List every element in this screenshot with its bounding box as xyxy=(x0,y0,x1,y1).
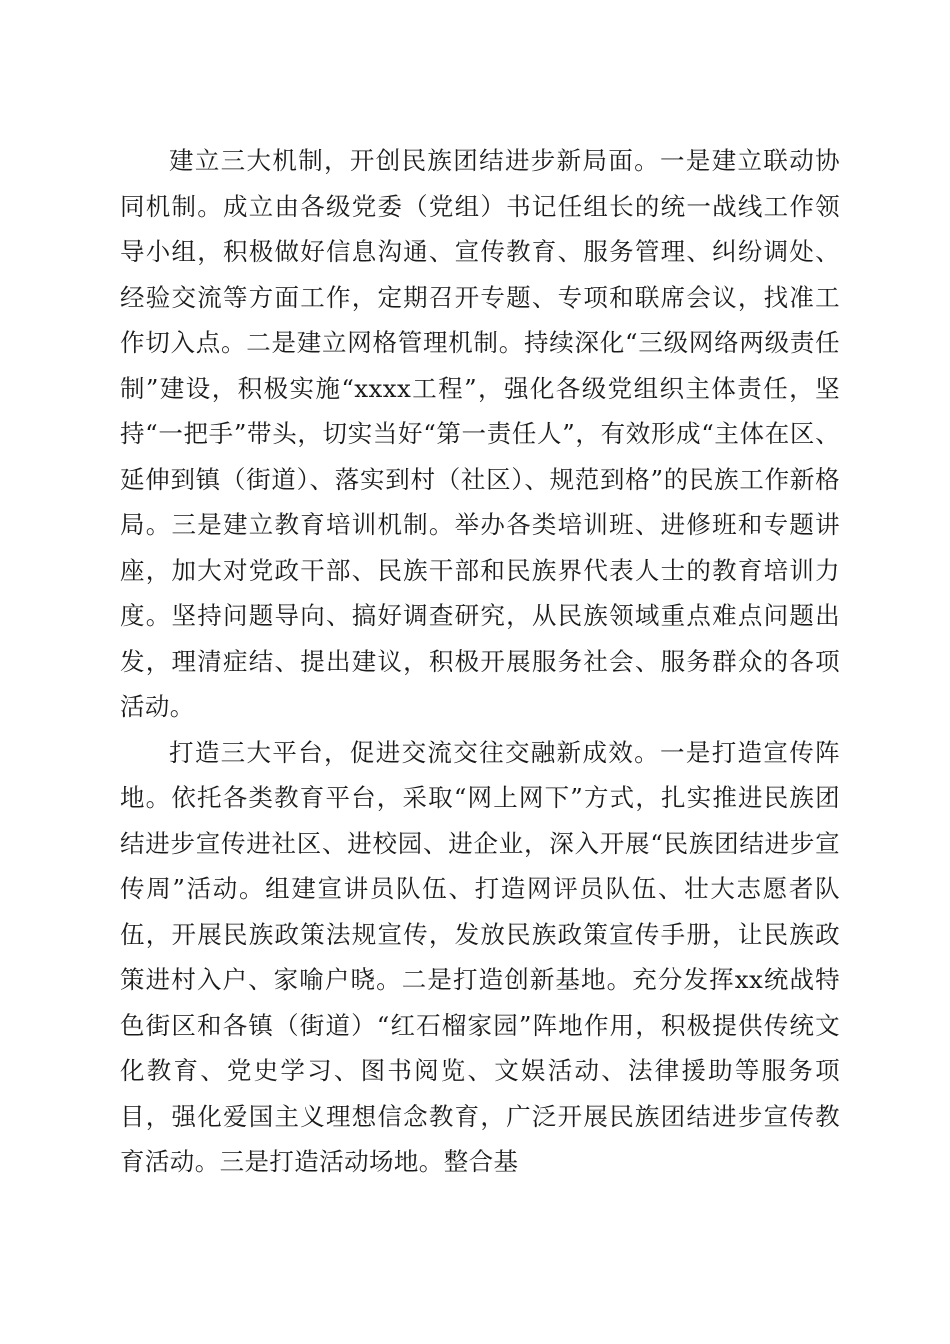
paragraph-platforms: 打造三大平台，促进交流交往交融新成效。一是打造宣传阵地。依托各类教育平台，采取“网上网下”方式，扎实推进民族团结进步宣传进社区、进校园、进企业，深入开展“民族团结进步宣传周”活动。组建宣讲员队伍、打造网评员队伍、壮大志愿者队伍，开展民族政策法规宣传，发放民族政策宣传手册，让民族政策进村入户、家喻户晓。二是打造创新基地。充分发挥xx统战特色街区和各镇（街道）“红石榴家园”阵地作用，积极提供传统文化教育、党史学习、图书阅览、文娱活动、法律援助等服务项目，强化爱国主义理想信念教育，广泛开展民族团结进步宣传教育活动。三是打造活动场地。整合基 xyxy=(120,737,840,1176)
paragraph-mechanisms: 建立三大机制，开创民族团结进步新局面。一是建立联动协同机制。成立由各级党委（党组）书记任组长的统一战线工作领导小组，积极做好信息沟通、宣传教育、服务管理、纠纷调处、经验交流等方面工作，定期召开专题、专项和联席会议，找准工作切入点。二是建立网格管理机制。持续深化“三级网络两级责任制”建设，积极实施“xxxx工程”，强化各级党组织主体责任，坚持“一把手”带头，切实当好“第一责任人”，有效形成“主体在区、延伸到镇（街道）、落实到村（社区）、规范到格”的民族工作新格局。三是建立教育培训机制。举办各类培训班、进修班和专题讲座，加大对党政干部、民族干部和民族界代表人士的教育培训力度。坚持问题导向、搞好调查研究，从民族领域重点难点问题出发，理清症结、提出建议，积极开展服务社会、服务群众的各项活动。 xyxy=(120,146,840,721)
document-body xyxy=(120,138,840,1185)
